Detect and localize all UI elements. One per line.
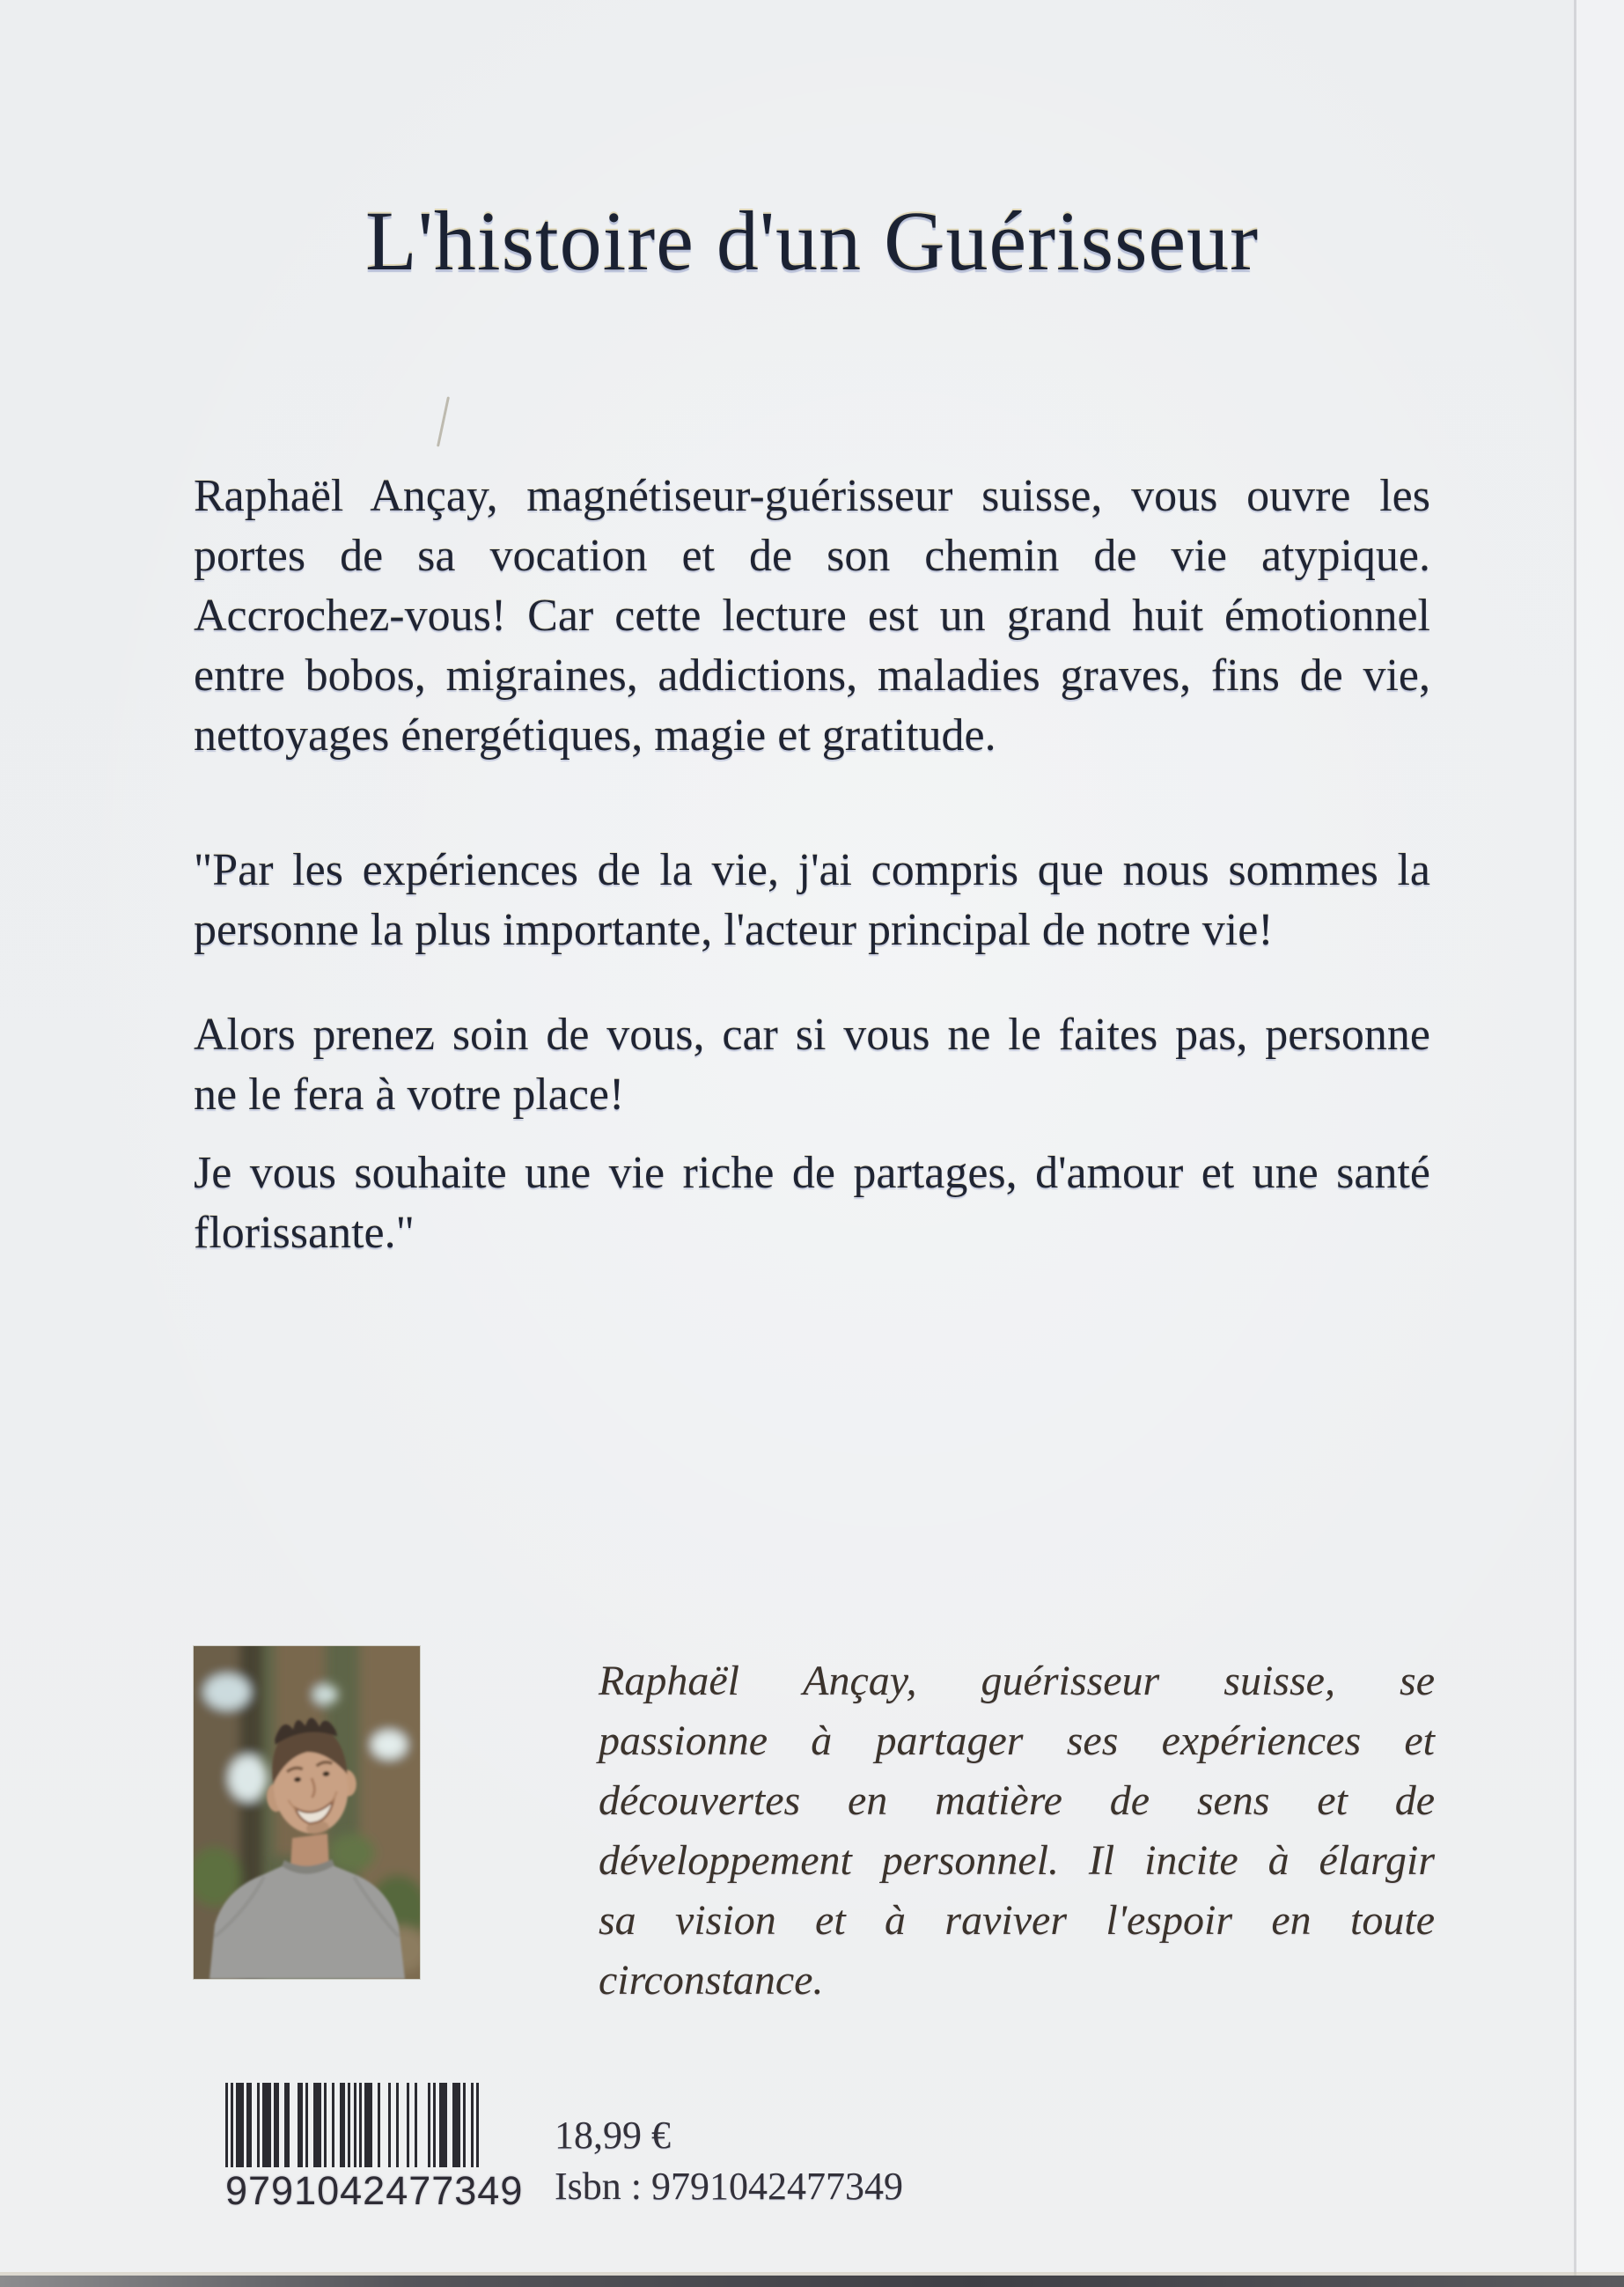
author-photo [194,1646,420,1979]
synopsis-paragraph [194,467,1430,766]
text-line: sa vision et à raviver l'espoir en toute [599,1897,1435,1944]
text-line: personne la plus importante, l'acteur principal de notre vie! [194,905,1274,955]
text-line: passionne à partager ses expériences et [599,1717,1435,1764]
barcode-module [476,2083,479,2167]
text-line: "Par les expériences de la vie, j'ai compris que nous sommes la [194,845,1430,895]
text-line: Accrochez-vous! Car cette lecture est un grand huit émotionnel [194,591,1430,641]
author-bio [599,1651,1435,2011]
quote-paragraph-1 [194,841,1430,960]
text-line: Alors prenez soin de vous, car si vous ne le faites pas, personne [194,1010,1430,1060]
isbn: Isbn : 9791042477349 [555,2165,903,2208]
text-line: circonstance. [599,1957,824,2004]
price: 18,99 € [555,2114,671,2157]
text-line: découvertes en matière de sens et de [599,1777,1435,1824]
barcode-bars [225,2083,479,2167]
text-line: entre bobos, migraines, addictions, maladies graves, fins de vie, [194,651,1430,701]
text-line: développement personnel. Il incite à élargir [599,1837,1435,1884]
book-bottom-edge [0,2276,1624,2287]
text-line: Raphaël Ançay, magnétiseur-guérisseur suisse, vous ouvre les [194,471,1430,521]
text-line: portes de sa vocation et de son chemin de vie atypique. [194,531,1430,581]
text-line: Raphaël Ançay, guérisseur suisse, se [599,1658,1435,1704]
author-photo-image [194,1646,420,1979]
barcode [225,2083,524,2213]
text-line: ne le fera à votre place! [194,1070,625,1120]
barcode-number: 9791042477349 [225,2168,524,2213]
quote-paragraph-2 [194,1005,1430,1125]
page-edge-highlight [1576,0,1624,2287]
book-title: L'histoire d'un Guérisseur [364,194,1260,288]
text-line: florissante." [194,1208,415,1258]
quote-paragraph-3 [194,1144,1430,1263]
text-line: Je vous souhaite une vie riche de partages, d'amour et une santé [194,1148,1430,1198]
text-line: nettoyages énergétiques, magie et gratitude. [194,710,996,761]
scratch-artifact [437,396,450,446]
